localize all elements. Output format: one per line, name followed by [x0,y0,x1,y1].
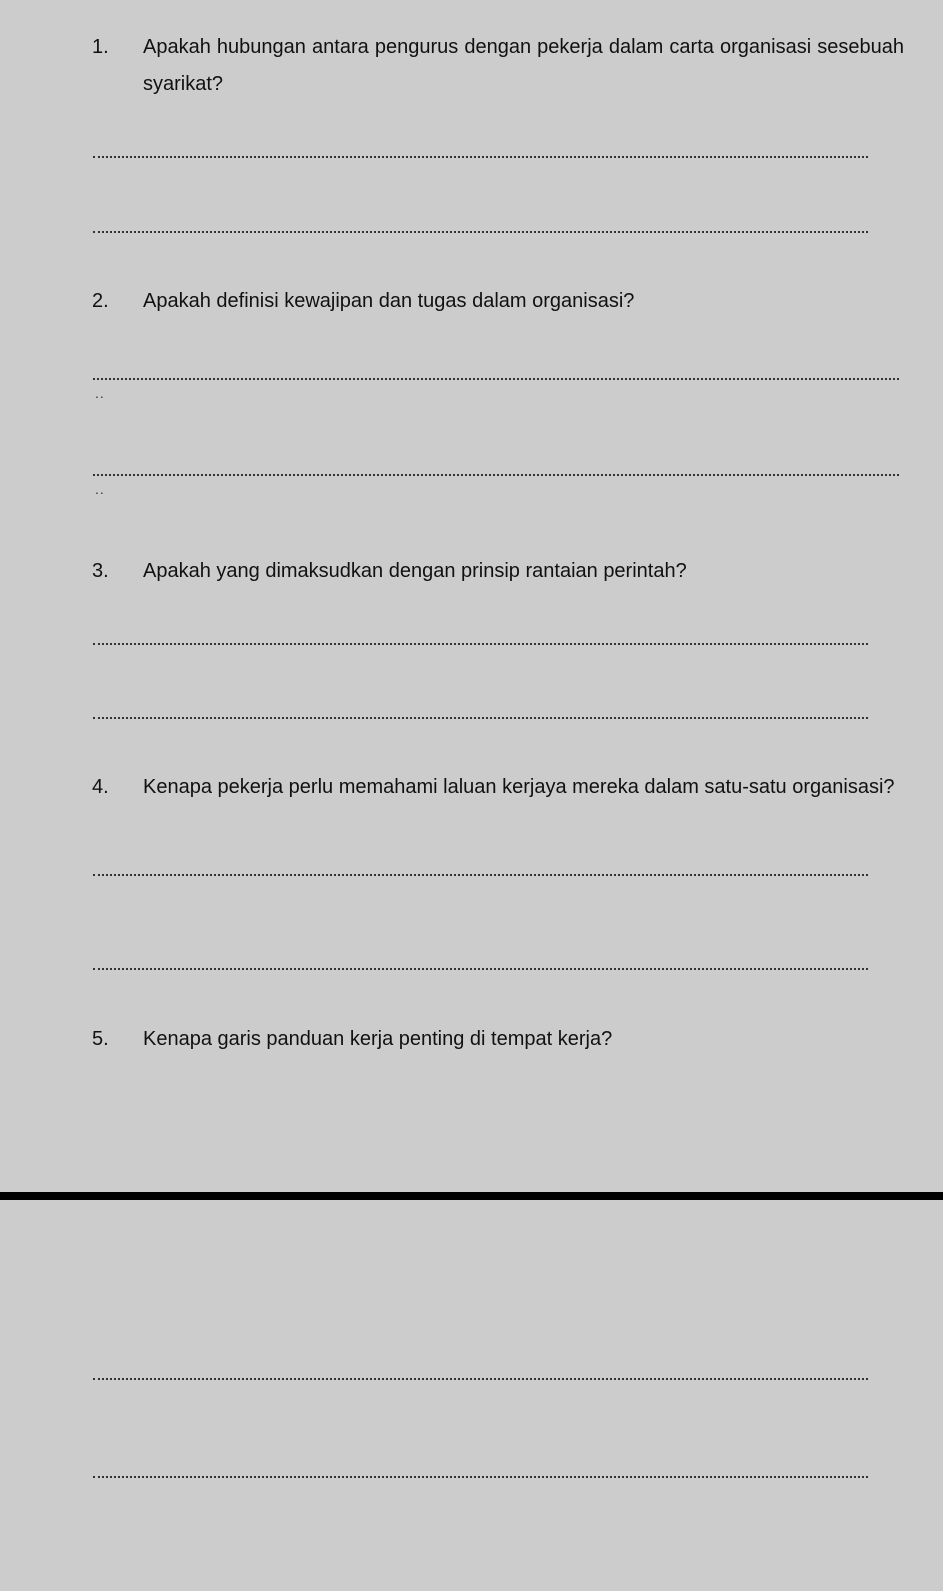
question-text: Kenapa pekerja perlu memahami laluan kerjaya mereka dalam satu-satu organisasi? [143,776,895,798]
answer-line[interactable] [93,156,868,158]
question-3 [92,553,904,590]
question-number: 3. [92,560,109,582]
question-5 [92,1021,904,1058]
question-number: 2. [92,290,109,312]
overflow-dots: .. [95,481,105,497]
question-text: Apakah definisi kewajipan dan tugas dalam organisasi? [143,290,635,312]
question-number: 4. [92,776,109,798]
answer-line[interactable] [93,231,868,233]
question-2 [92,283,904,320]
question-number: 5. [92,1028,109,1050]
answer-line[interactable] [93,1476,868,1478]
question-number: 1. [92,36,109,58]
answer-line[interactable] [93,643,868,645]
answer-line[interactable] [93,874,868,876]
answer-line[interactable] [93,1378,868,1380]
answer-line[interactable] [93,717,868,719]
question-text: Apakah yang dimaksudkan dengan prinsip rantaian perintah? [143,560,687,582]
overflow-dots: .. [95,385,105,401]
question-text: Apakah hubungan antara pengurus dengan pekerja dalam carta organisasi sesebuah syarikat? [143,36,904,95]
answer-line[interactable] [93,378,899,380]
page-divider [0,1192,943,1200]
answer-line[interactable] [93,968,868,970]
question-4 [92,769,904,806]
question-1 [92,29,904,103]
answer-line[interactable] [93,474,899,476]
question-text: Kenapa garis panduan kerja penting di tempat kerja? [143,1028,613,1050]
